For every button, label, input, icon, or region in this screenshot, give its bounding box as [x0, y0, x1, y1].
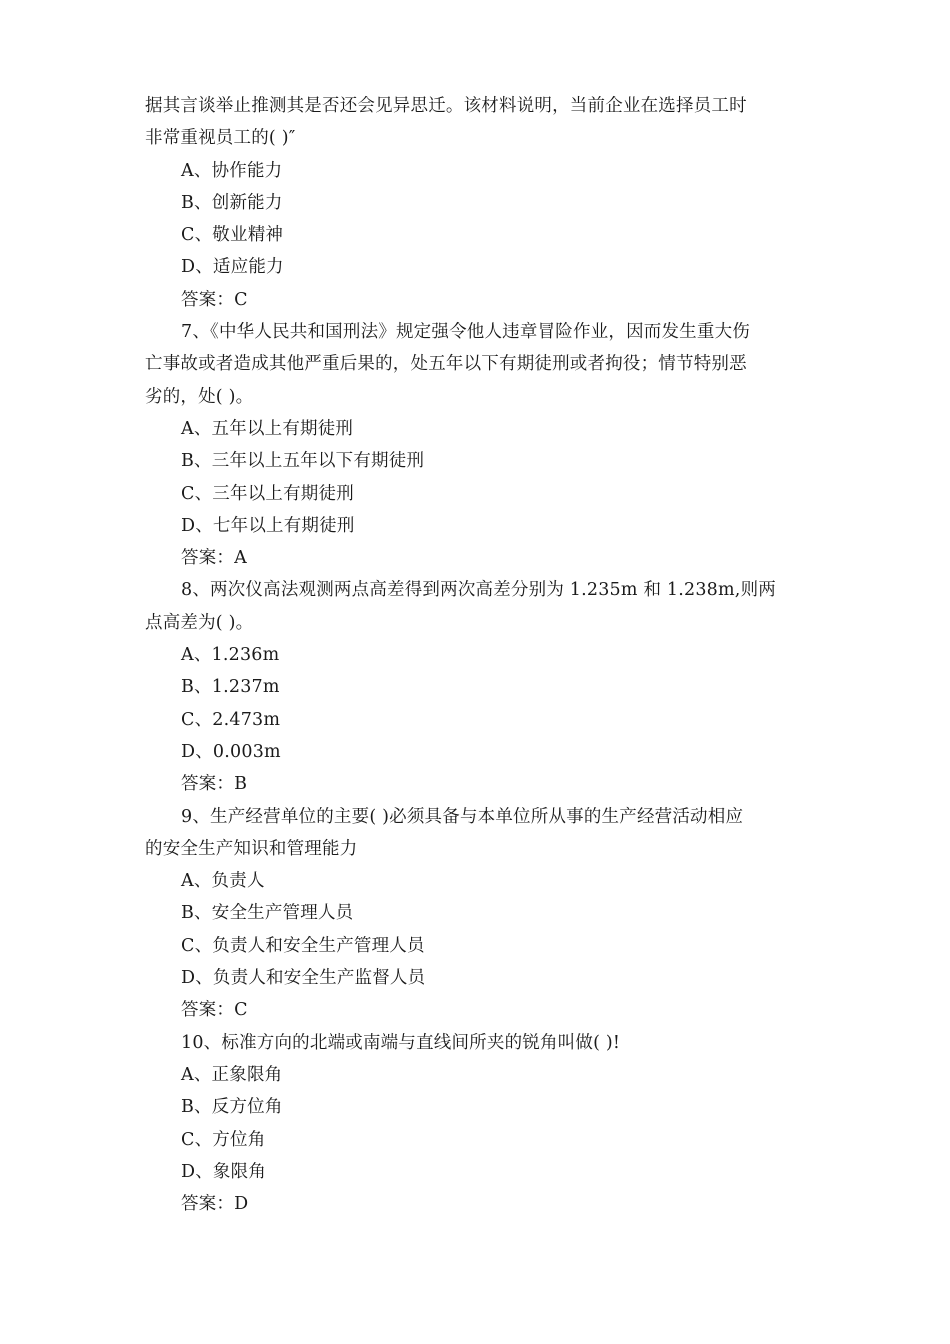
option-b: B、反方位角 [181, 1097, 283, 1118]
answer: 答案：B [181, 774, 248, 795]
option-a: A、正象限角 [181, 1064, 283, 1085]
option-d: D、象限角 [181, 1161, 267, 1182]
option-c: C、负责人和安全生产管理人员 [181, 935, 425, 956]
question-text-line: 亡事故或者造成其他严重后果的，处五年以下有期徒刑或者拘役；情节特别恶 [145, 354, 747, 375]
option-a: A、1.236m [181, 645, 280, 666]
question-6-continuation [145, 90, 805, 316]
option-a: A、协作能力 [181, 160, 283, 181]
option-c: C、方位角 [181, 1129, 266, 1150]
answer: 答案：D [181, 1194, 249, 1215]
question-text-line: 点高差为( )。 [145, 612, 254, 633]
option-b: B、创新能力 [181, 192, 283, 213]
question-7 [145, 316, 805, 574]
question-text-line: 9、生产经营单位的主要( )必须具备与本单位所从事的生产经营活动相应 [181, 806, 744, 827]
option-a: A、负责人 [181, 871, 265, 892]
question-text-line: 据其言谈举止推测其是否还会见异思迁。该材料说明，当前企业在选择员工时 [145, 96, 747, 116]
option-c: C、三年以上有期徒刑 [181, 483, 354, 504]
question-text-line: 劣的，处( )。 [145, 386, 254, 407]
answer: 答案：C [181, 1000, 248, 1021]
option-c: C、2.473m [181, 709, 281, 730]
option-a: A、五年以上有期徒刑 [181, 418, 354, 439]
option-b: B、安全生产管理人员 [181, 903, 354, 924]
question-8 [145, 574, 805, 800]
question-10 [145, 1027, 805, 1221]
answer: 答案：C [181, 289, 248, 310]
option-d: D、适应能力 [181, 257, 284, 278]
answer: 答案：A [181, 548, 247, 569]
option-b: B、三年以上五年以下有期徒刑 [181, 451, 425, 472]
option-b: B、1.237m [181, 677, 280, 698]
question-text-line: 8、两次仪高法观测两点高差得到两次高差分别为 1.235m 和 1.238m,则两 [181, 580, 776, 601]
option-d: D、0.003m [181, 741, 281, 762]
question-9 [145, 801, 805, 1027]
option-d: D、负责人和安全生产监督人员 [181, 968, 426, 989]
option-c: C、敬业精神 [181, 225, 284, 246]
question-text-line: 10、标准方向的北端或南端与直线间所夹的锐角叫做( )! [181, 1032, 621, 1053]
question-text-line: 非常重视员工的( )″ [145, 128, 296, 149]
document-content [145, 90, 805, 1220]
question-text-line: 7、《中华人民共和国刑法》规定强令他人违章冒险作业，因而发生重大伤 [181, 322, 750, 343]
option-d: D、七年以上有期徒刑 [181, 515, 355, 536]
question-text-line: 的安全生产知识和管理能力 [145, 838, 358, 859]
